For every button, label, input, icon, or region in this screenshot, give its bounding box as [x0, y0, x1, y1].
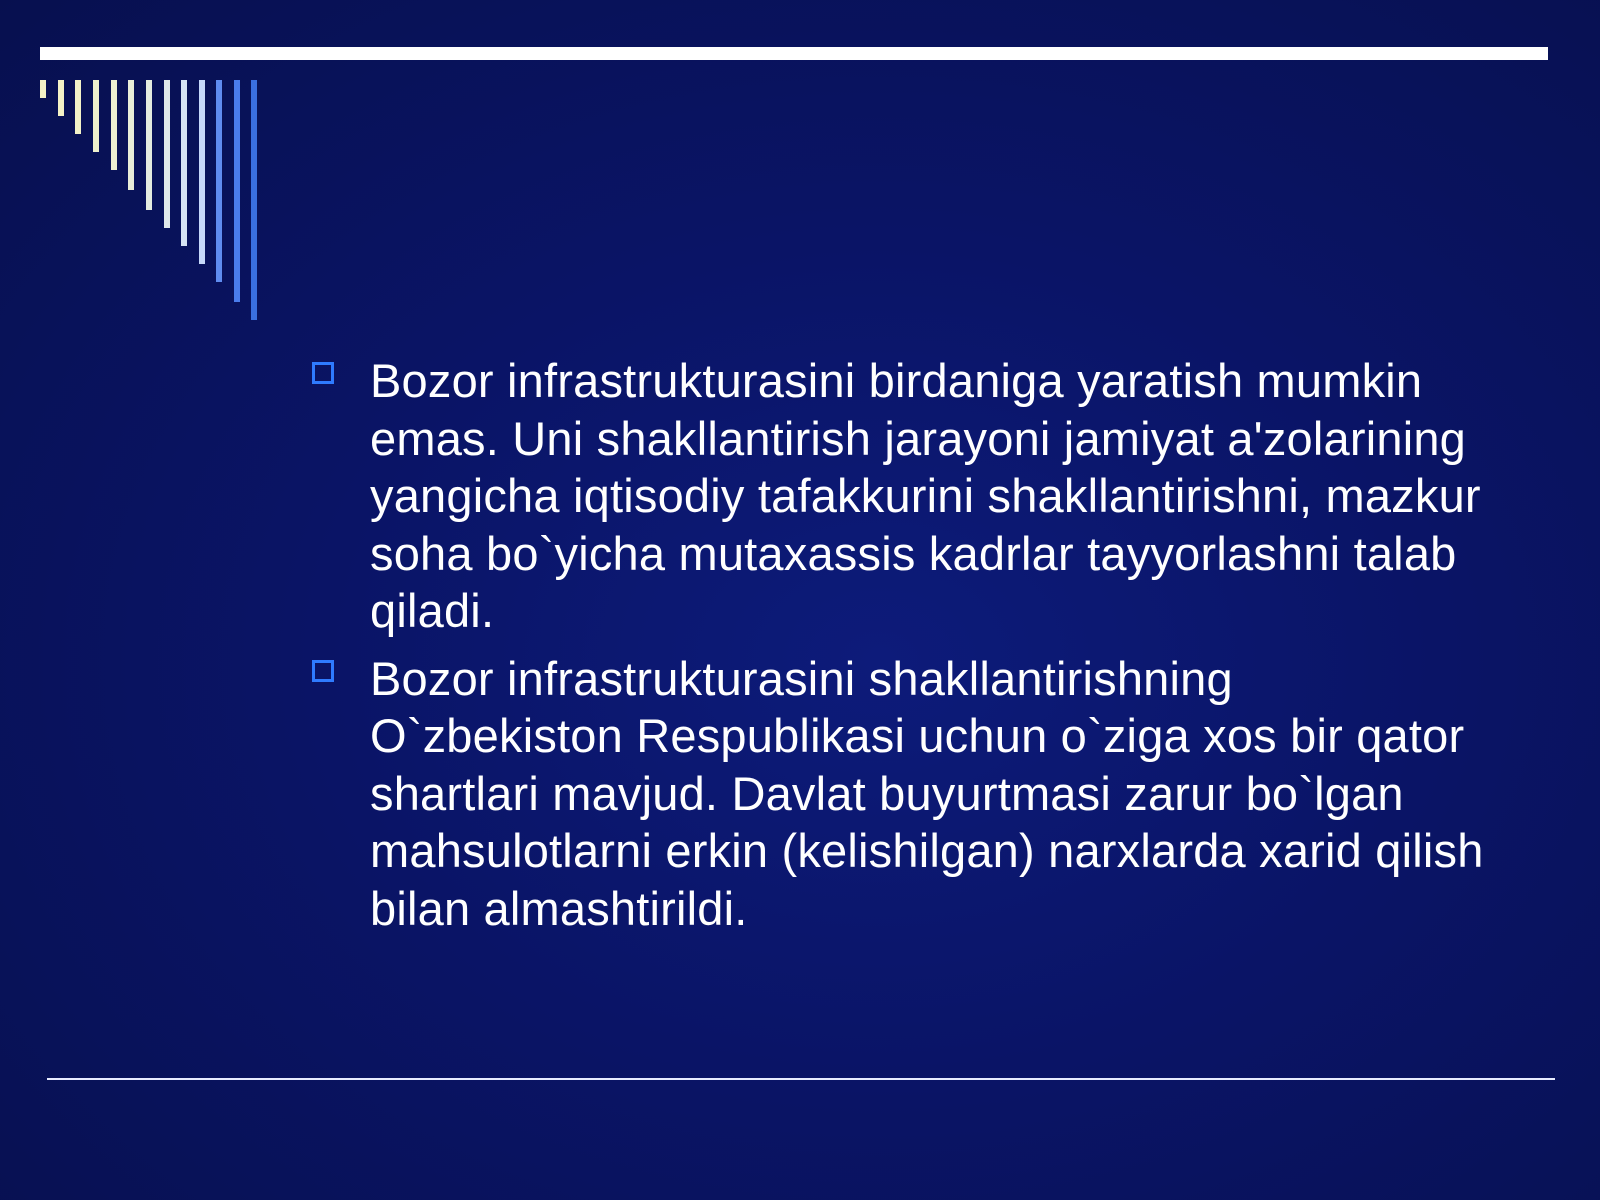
- stripe-5: [111, 80, 117, 170]
- stripe-4: [93, 80, 99, 152]
- stripes-decoration-svg: [0, 0, 300, 340]
- bullet-text: Bozor infrastrukturasini shakllantirishning O`zbekiston Respublikasi uchun o`ziga xos bir qator shartlari mavjud. Davlat buyurtmasi zarur bo`lgan mahsulotlarni erkin (kelishilgan) narxlarda xarid qilish bilan almashtirildi.: [370, 651, 1484, 935]
- stripe-10: [199, 80, 205, 264]
- stripe-2: [58, 80, 64, 116]
- slide-content: [312, 352, 1492, 947]
- square-outline-bullet-icon: [312, 362, 334, 384]
- stripe-8: [164, 80, 170, 228]
- bottom-rule: [47, 1078, 1555, 1080]
- bullet-list: [312, 352, 1492, 937]
- bullet-item: [312, 650, 1492, 938]
- stripes-decoration: [0, 0, 300, 340]
- stripe-1: [40, 80, 46, 98]
- stripe-9: [181, 80, 187, 246]
- stripe-6: [128, 80, 134, 190]
- stripe-12: [234, 80, 240, 302]
- stripe-3: [75, 80, 81, 134]
- stripe-13: [251, 80, 257, 320]
- bullet-item: [312, 352, 1492, 640]
- bullet-text: Bozor infrastrukturasini birdaniga yaratish mumkin emas. Uni shakllantirish jarayoni jamiyat a'zolarining yangicha iqtisodiy tafakkurini shakllantirishni, mazkur soha bo`yicha mutaxassis kadrlar tayyorlashni talab qiladi.: [370, 354, 1481, 637]
- square-outline-bullet-icon: [312, 660, 334, 682]
- stripe-7: [146, 80, 152, 210]
- stripe-11: [216, 80, 222, 282]
